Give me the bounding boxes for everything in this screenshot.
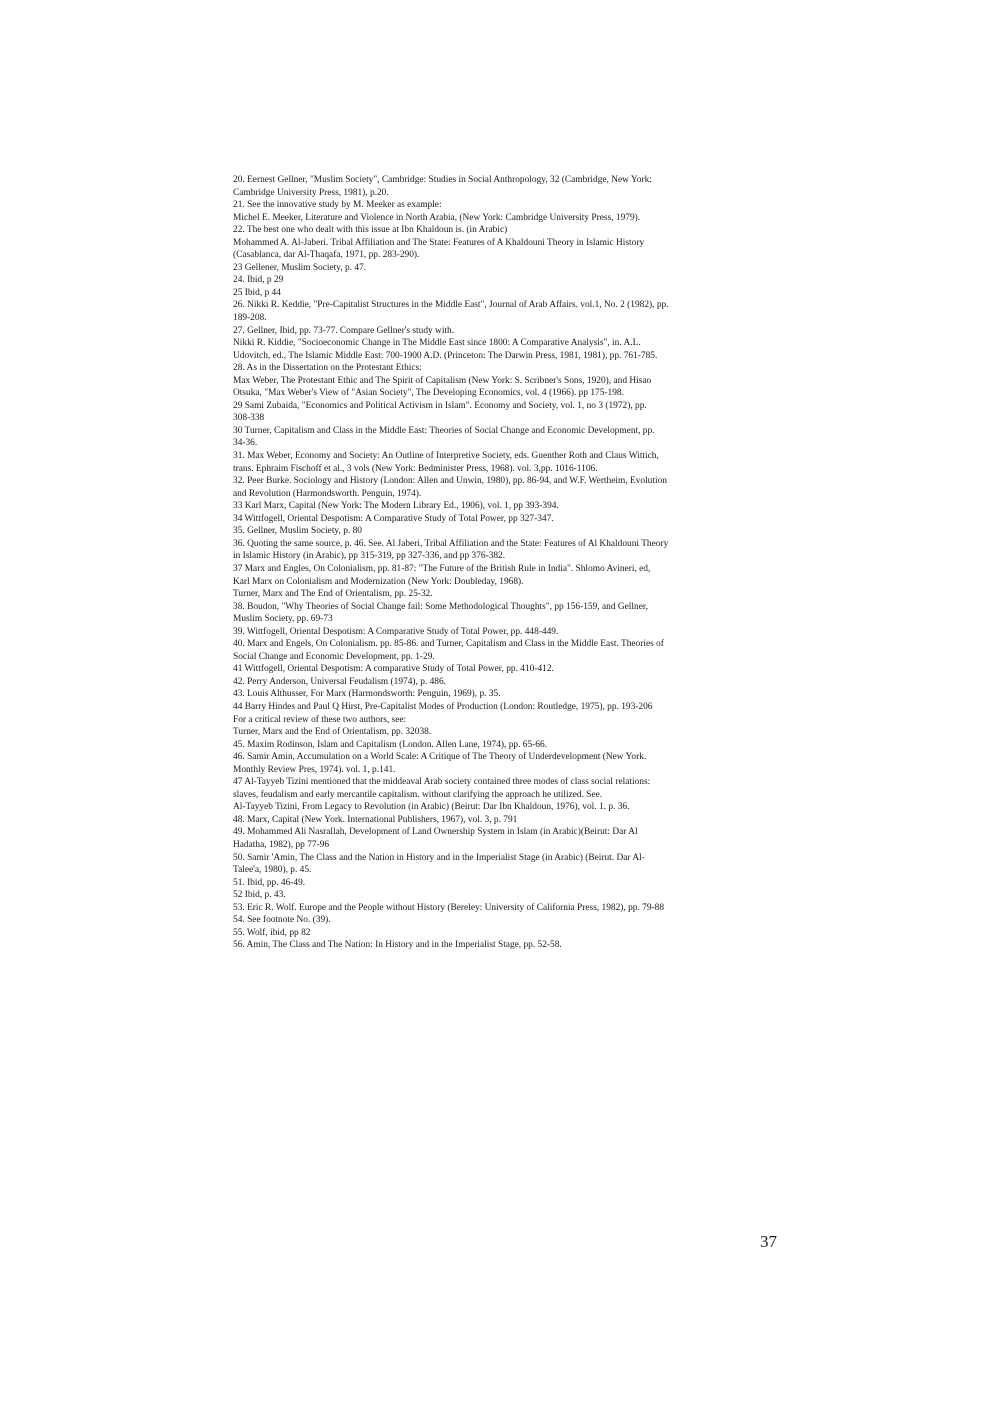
footnote-line: Karl Marx on Colonialism and Modernization (New York: Doubleday, 1968). [233, 576, 524, 587]
footnote-line: 24. Ibid, p 29 [233, 275, 284, 286]
footnote-line: 308-338 [233, 413, 265, 424]
footnote-line: 48. Marx, Capital (New York. International Publishers, 1967), vol. 3, p. 791 [233, 814, 518, 825]
footnote-line: Social Change and Economic Development, pp. 1-29. [233, 651, 435, 662]
footnote-line: 21. See the innovative study by M. Meeker as example: [233, 200, 442, 211]
footnote-line: 34 Wittfogell, Oriental Despotism: A Comparative Study of Total Power, pp 327-347. [233, 513, 554, 524]
footnote-line: 49. Mohammed Ali Nasrallah, Development of Land Ownership System in Islam (in Arabic)(Beirut: Dar Al [233, 827, 638, 838]
footnote-line: Muslim Society, pp. 69-73 [233, 614, 333, 625]
footnote-line: trans. Ephraim Fischoff et al., 3 vols (New York: Bedminister Press, 1968). vol. 3,pp. 1016-1106. [233, 463, 598, 474]
footnote-line: 37 Marx and Engles, On Colonialism, pp. 81-87: "The Future of the British Rule in India". Shlomo Avineri, ed, [233, 563, 651, 574]
footnote-line: 36. Quoting the same source, p. 46. See. Al Jaberi, Tribal Affiliation and the State: Features of Al Khaldouni Theory [233, 538, 669, 549]
footnote-line: Max Weber, The Protestant Ethic and The Spirit of Capitalism (New York: S. Scribner's Sons, 1920), and Hisao [233, 375, 652, 386]
footnote-line: 28. As in the Dissertation on the Protestant Ethics: [233, 363, 422, 374]
footnote-line: 33 Karl Marx, Capital (New York: The Modern Library Ed., 1906), vol. 1, pp 393-394. [233, 501, 559, 512]
footnote-line: 38. Boudon, "Why Theories of Social Change fail: Some Methodological Thoughts", pp 156-159, and Gellner, [233, 601, 648, 612]
footnote-line: 44 Barry Hindes and Paul Q Hirst, Pre-Capitalist Modes of Production (London: Routledge, 1975), pp. 193-206 [233, 701, 653, 712]
footnote-line: 55. Wolf, ibid, pp 82 [233, 927, 311, 938]
footnote-line: 27. Gellner, Ibid, pp. 73-77. Compare Gellner's study with. [233, 325, 455, 336]
footnote-line: 30 Turner, Capitalism and Class in the Middle East: Theories of Social Change and Economic Development, pp. [233, 425, 655, 436]
footnote-line: 25 Ibid, p 44 [233, 287, 281, 298]
footnote-line: 20. Eernest Gellner, "Muslim Society", Cambridge: Studies in Social Anthropology, 32 (Cambridge, New York: [233, 175, 652, 185]
footnote-line: Cambridge University Press, 1981), p.20. [233, 187, 389, 198]
footnote-line: Turner, Marx and The End of Orientalism, pp. 25-32. [233, 589, 433, 600]
footnote-line: Udovitch, ed., The Islamic Middle East: 700-1900 A.D. (Princeton: The Darwin Press, 1981, 1981), pp. 761-785. [233, 350, 658, 361]
footnote-line: 35. Gellner, Muslim Society, p. 80 [233, 526, 362, 537]
footnote-line: 40. Marx and Engels, On Colonialism. pp. 85-86. and Turner, Capitalism and Class in the Middle East. Theories of [233, 639, 664, 650]
footnote-line: Otsuka, "Max Weber's View of "Asian Society", The Developing Economics, vol. 4 (1966). pp 175-198. [233, 388, 624, 399]
footnote-line: 189-208. [233, 313, 267, 324]
footnote-line: 34-36. [233, 438, 258, 449]
footnote-line: Hadatha, 1982), pp 77-96 [233, 839, 330, 850]
footnote-line: For a critical review of these two authors, see: [233, 714, 407, 725]
footnote-line: 29 Sami Zubaida, "Economics and Political Activism in Islam". Economy and Society, vol. 1, no 3 (1972), pp. [233, 400, 647, 411]
footnote-line: 32. Peer Burke. Sociology and History (London: Allen and Unwin, 1980), pp. 86-94, and W.F. Wertheim, Evolution [233, 476, 667, 487]
footnote-line: (Casablanca, dar Al-Thaqafa, 1971, pp. 283-290). [233, 250, 420, 261]
footnote-line: Monthly Review Pres, 1974). vol. 1, p.141. [233, 764, 396, 775]
footnote-line: 46. Samir Amin, Accumulation on a World Scale: A Critique of The Theory of Underdevelopment (New York. [233, 752, 647, 763]
footnote-line: Michel E. Meeker, Literature and Violence in North Arabia, (New York: Cambridge University Press, 1979). [233, 212, 641, 223]
footnote-line: 22. The best one who dealt with this issue at Ibn Khaldoun is. (in Arabic) [233, 225, 508, 236]
footnote-line: and Revolution (Harmondsworth. Penguin, 1974). [233, 488, 422, 499]
footnote-line: 54. See footnote No. (39). [233, 915, 331, 926]
footnote-line: slaves, feudalism and early mercantile capitalism. without clarifying the approach he utilized. See. [233, 789, 603, 800]
footnote-line: 43. Louis Althusser, For Marx (Harmondsworth: Penguin, 1969), p. 35. [233, 689, 501, 700]
footnote-line: 39. Wittfogell, Oriental Despotism: A Comparative Study of Total Power, pp. 448-449. [233, 626, 559, 637]
footnote-line: 53. Eric R. Wolf. Europe and the People without History (Bereley: University of California Press, 1982), pp. 79-88 [233, 902, 665, 913]
footnote-line: 52 Ibid, p. 43. [233, 890, 286, 901]
footnote-line: 42. Perry Anderson, Universal Feudalism (1974), p. 486. [233, 676, 446, 687]
footnote-line: 31. Max Weber, Economy and Society: An Outline of Interpretive Society, eds. Guenther Roth and Claus Wittich, [233, 451, 659, 462]
footnote-line: 23 Gellener, Muslim Society, p. 47. [233, 262, 367, 273]
footnote-line: Mohammed A. Al-Jaberi. Tribal Affiliation and The State: Features of A Khaldouni Theory in Islamic History [233, 237, 645, 248]
footnote-line: 51. Ibid, pp. 46-49. [233, 877, 306, 888]
footnote-line: Turner, Marx and the End of Orientalism, pp. 32038. [233, 727, 432, 738]
footnote-line: 47 Al-Tayyeb Tizini mentioned that the middeaval Arab society contained three modes of class social relations: [233, 777, 651, 788]
footnote-line: Talee'a, 1980), p. 45. [233, 865, 312, 876]
footnote-line: 26. Nikki R. Keddie, "Pre-Capitalist Structures in the Middle East", Journal of Arab Affairs. vol.1, No. 2 (1982), pp. [233, 300, 669, 311]
footnote-line: Al-Tayyeb Tizini, From Legacy to Revolution (in Arabic) (Beirut: Dar Ibn Khaldoun, 1976), vol. 1. p. 36. [233, 802, 630, 813]
footnote-line: in Islamic History (in Arabic), pp 315-319, pp 327-336, and pp 376-382. [233, 551, 506, 562]
footnote-line: Nikki R. Kiddie, "Socioeconomic Change in The Middle East since 1800: A Comparative Analysis", in. A.L. [233, 338, 641, 349]
page-number: 37 [760, 1232, 777, 1251]
footnote-line: 56. Amin, The Class and The Nation: In History and in the Imperialist Stage, pp. 52-58. [233, 940, 562, 951]
footnote-line: 41 Wittfogell, Oriental Despotism: A comparative Study of Total Power, pp. 410-412. [233, 664, 554, 675]
footnote-line: 50. Samir 'Amin, The Class and the Nation in History and in the Imperialist Stage (in Arabic) (Beirut. Dar Al- [233, 852, 645, 863]
footnote-line: 45. Maxim Rodinson, Islam and Capitalism (London. Allen Lane, 1974), pp. 65-66. [233, 739, 548, 750]
footnotes-list [233, 174, 753, 952]
